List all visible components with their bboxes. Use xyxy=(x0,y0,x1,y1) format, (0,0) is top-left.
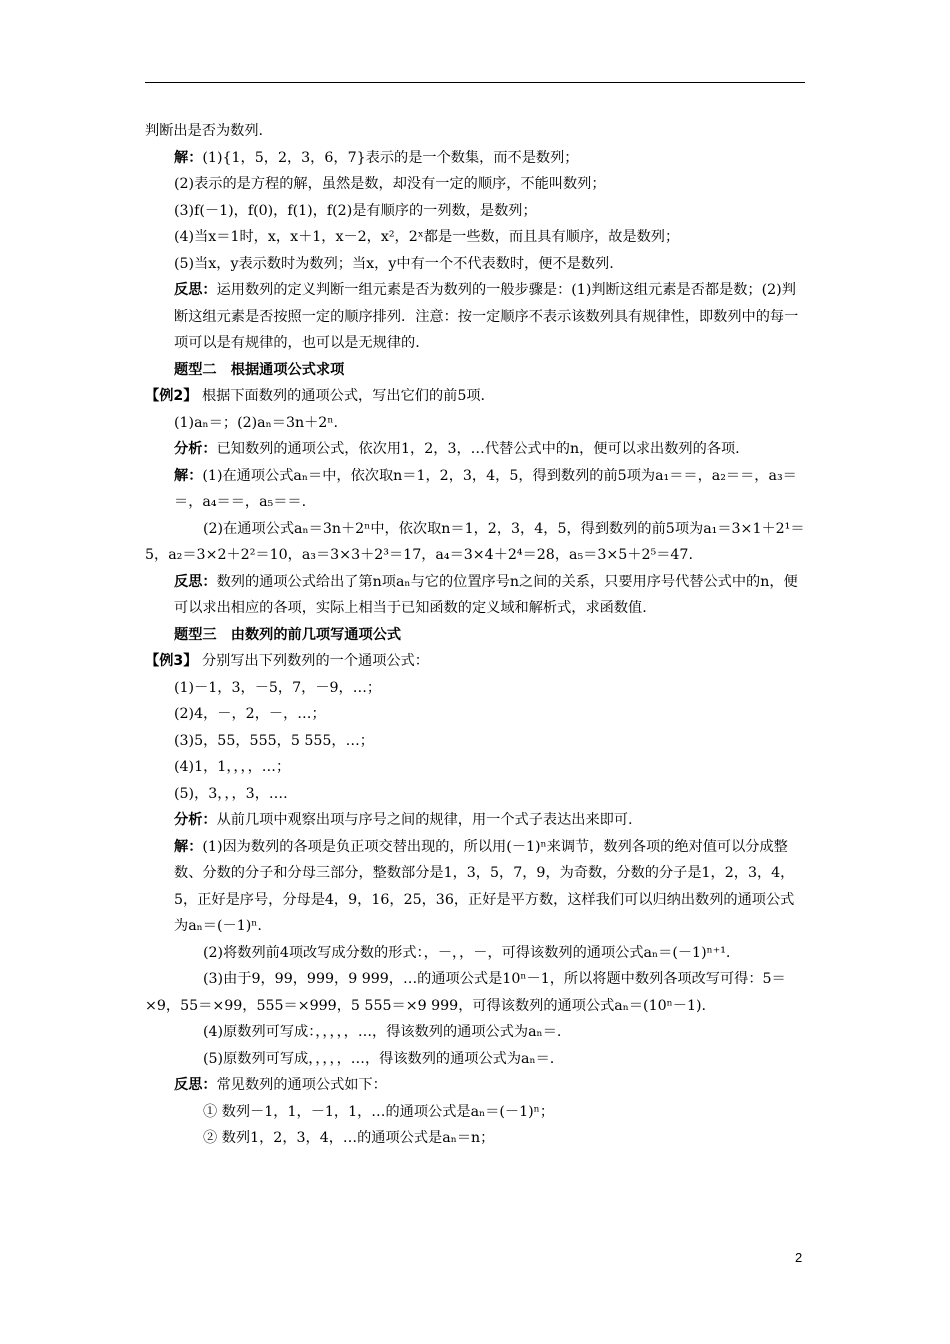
example-line xyxy=(145,383,807,410)
reflection-paragraph xyxy=(145,569,807,622)
text-span: (1)因为数列的各项是负正项交替出现的，所以用(－1)ⁿ来调节，数列各项的绝对值可以分成整数、分数的分子和分母三部分，整数部分是1，3，5，7，9，为奇数，分数的分子是1，2，3，4，5，正好是序号，分母是4，9，16，25，36，正好是平方数，这样我们可以归纳出数列的通项公式为aₙ＝(－1)ⁿ. xyxy=(174,838,795,934)
text-span: 从前几项中观察出项与序号之间的规律，用一个式子表达出来即可. xyxy=(216,812,633,828)
solution-paragraph xyxy=(145,834,807,940)
analysis-paragraph xyxy=(145,807,807,834)
text-span: 运用数列的定义判断一组元素是否为数列的一般步骤是：(1)判断这组元素是否都是数；(2)判断这组元素是否按照一定的顺序排列．注意：按一定顺序不表示该数列具有规律性，即数列中的每一项可以是有规律的，也可以是无规律的. xyxy=(174,282,799,351)
text-span: 常见数列的通项公式如下： xyxy=(216,1077,387,1093)
example-line xyxy=(145,648,807,675)
text-line: (5)当x，y表示数时为数列；当x，y中有一个不代表数时，便不是数列. xyxy=(174,255,614,272)
solution-label: 解： xyxy=(174,838,203,855)
text-line: (4)当x＝1时，x，x＋1，x－2，x²，2ˣ都是一些数，而且具有顺序，故是数列； xyxy=(174,229,680,245)
text-paragraph: (3)由于9，99，999，9 999，…的通项公式是10ⁿ－1，所以将题中数列各项改写可得：5＝×9，55＝×99，555＝×999，5 555＝×9 999，可得该数列的通项公式aₙ＝(10ⁿ－1). xyxy=(145,971,786,1014)
text-span: 数列的通项公式给出了第n项aₙ与它的位置序号n之间的关系，只要用序号代替公式中的n，便可以求出相应的各项，实际上相当于已知函数的定义域和解析式，求函数值. xyxy=(174,573,798,616)
text-span: (1){1，5，2，3，6，7}表示的是一个数集，而不是数列； xyxy=(202,149,579,166)
list-item: ② 数列1，2，3，4，…的通项公式是aₙ＝n； xyxy=(203,1130,495,1146)
text-line: (3)f(－1)，f(0)，f(1)，f(2)是有顺序的一列数，是数列； xyxy=(174,202,537,219)
document-body xyxy=(145,118,807,1152)
analysis-label: 分析： xyxy=(174,812,217,828)
text-line: 判断出是否为数列. xyxy=(145,123,264,139)
text-line: (2)表示的是方程的解，虽然是数，却没有一定的顺序，不能叫数列； xyxy=(174,176,606,192)
solution-label: 解： xyxy=(174,149,203,166)
reflection-label: 反思： xyxy=(174,573,217,590)
text-line: (4)1，1，，，，…； xyxy=(174,759,291,775)
section-heading: 题型三 由数列的前几项写通项公式 xyxy=(174,626,402,643)
text-span: (1)在通项公式aₙ＝中，依次取n＝1，2，3，4，5，得到数列的前5项为a₁＝＝，a₂＝＝，a₃＝＝，a₄＝＝，a₅＝＝. xyxy=(174,467,797,510)
text-line: (5)，3，，，3，…. xyxy=(174,785,288,802)
text-paragraph: (5)原数列可写成，，，，，…，得该数列的通项公式为aₙ＝. xyxy=(203,1050,555,1067)
text-paragraph: (2)在通项公式aₙ＝3n＋2ⁿ中，依次取n＝1，2，3，4，5，得到数列的前5项为a₁＝3×1＋2¹＝5，a₂＝3×2＋2²＝10，a₃＝3×3＋2³＝17，a₄＝3×4＋2⁴＝28，a₅＝3×5＋2⁵＝47. xyxy=(145,520,805,563)
text-span: 已知数列的通项公式，依次用1，2，3，…代替公式中的n，便可以求出数列的各项. xyxy=(216,441,740,457)
page-number: 2 xyxy=(795,1250,803,1265)
text-line: (3)5，55，555，5 555，…； xyxy=(174,732,374,749)
text-span: 根据下面数列的通项公式，写出它们的前5项. xyxy=(197,388,486,404)
text-paragraph: (2)将数列前4项改写成分数的形式：，－，，－，可得该数列的通项公式aₙ＝(－1)ⁿ⁺¹. xyxy=(203,944,731,961)
example-label: 【例3】 xyxy=(145,653,198,669)
text-span: 分别写出下列数列的一个通项公式： xyxy=(197,653,429,669)
text-line: (2)4，－，2，－，…； xyxy=(174,706,326,722)
analysis-label: 分析： xyxy=(174,441,217,457)
list-item: ① 数列－1，1，－1，1，…的通项公式是aₙ＝(－1)ⁿ； xyxy=(203,1103,555,1120)
analysis-paragraph xyxy=(145,436,807,463)
header-rule xyxy=(145,82,805,83)
example-label: 【例2】 xyxy=(145,388,198,404)
reflection-paragraph xyxy=(145,277,807,357)
solution-label: 解： xyxy=(174,467,203,484)
reflection-label: 反思： xyxy=(174,282,217,298)
section-heading: 题型二 根据通项公式求项 xyxy=(174,361,345,378)
text-paragraph: (4)原数列可写成：，，，，，…，得该数列的通项公式为aₙ＝. xyxy=(203,1024,562,1040)
solution-paragraph xyxy=(145,145,807,172)
reflection-paragraph xyxy=(145,1072,807,1099)
text-line: (1)aₙ＝；(2)aₙ＝3n＋2ⁿ. xyxy=(174,414,338,431)
reflection-label: 反思： xyxy=(174,1077,217,1093)
text-line: (1)－1，3，－5，7，－9，…； xyxy=(174,679,382,696)
solution-paragraph xyxy=(145,463,807,516)
